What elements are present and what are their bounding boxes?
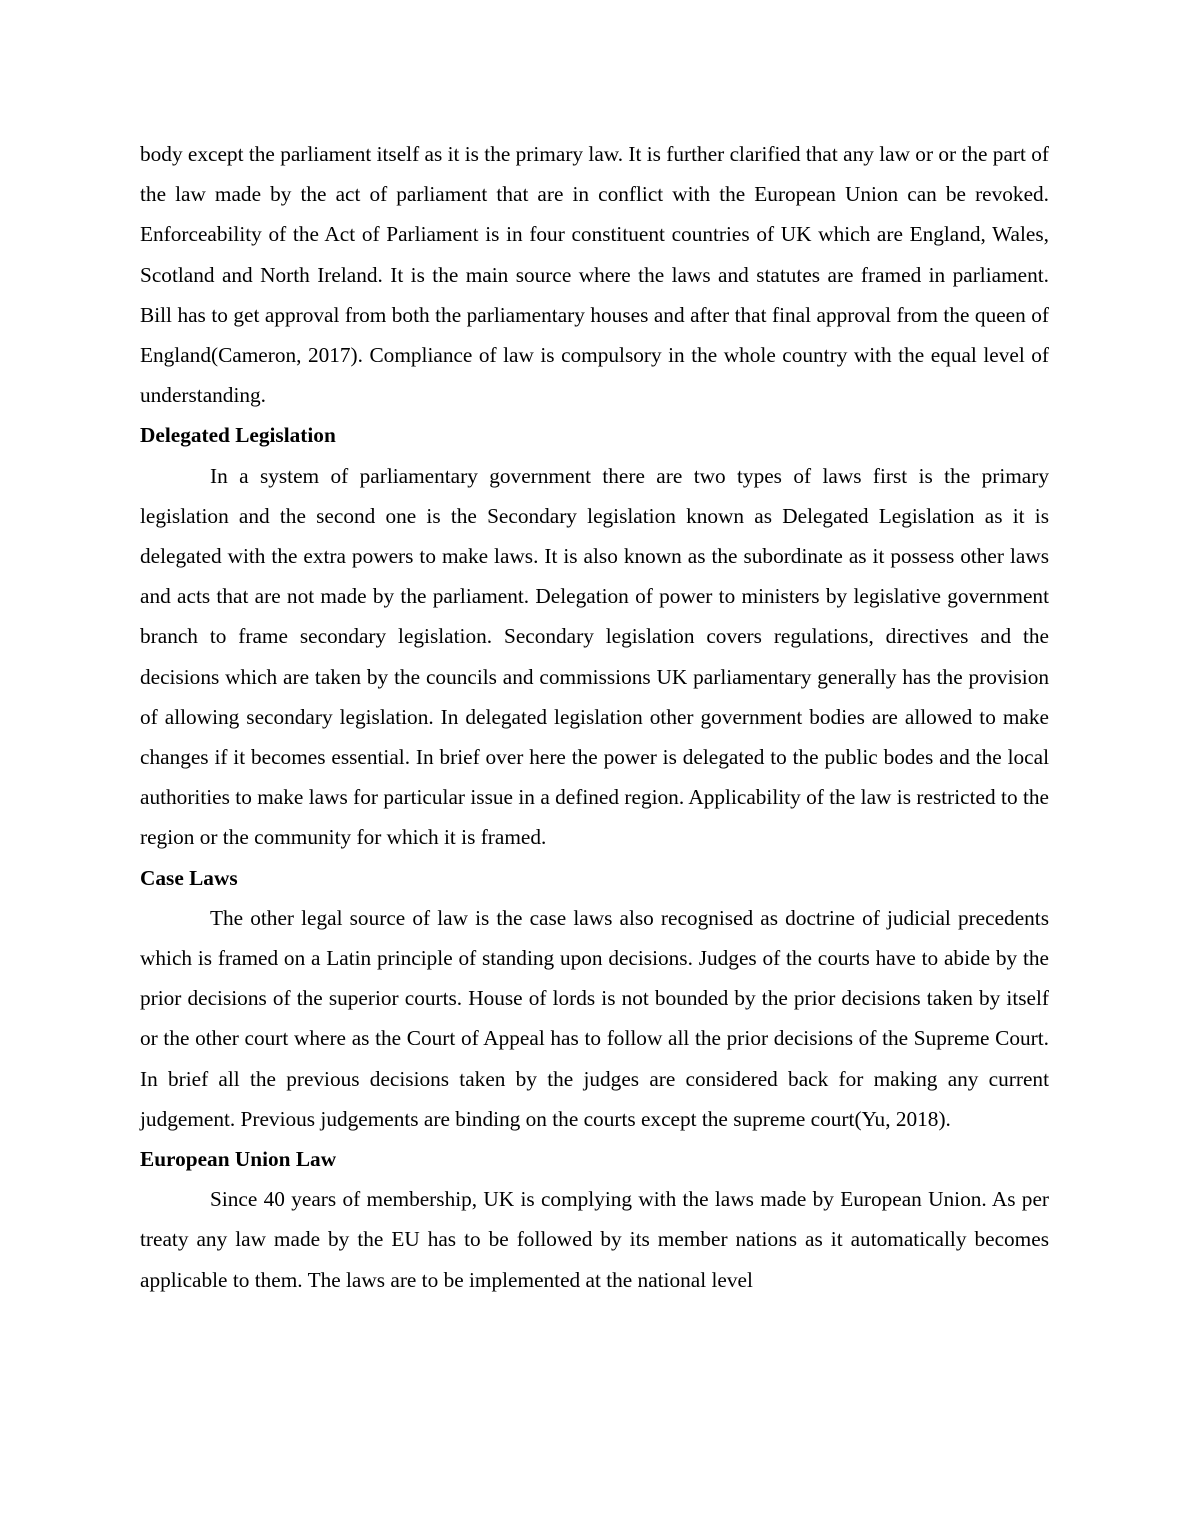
section-body-delegated-legislation: In a system of parliamentary government there are two types of laws first is the primary legislation and the second one is the Secondary legislation known as Delegated Legislation as it is delegated with the extra powers to make laws. It is also known as the subordinate as it possess other laws and acts that are not made by the parliament. Delegation of power to ministers by legislative government branch to frame secondary legislation. Secondary legislation covers regulations, directives and the decisions which are taken by the councils and commissions UK parliamentary generally has the provision of allowing secondary legislation. In delegated legislation other government bodies are allowed to make changes if it becomes essential. In brief over here the power is delegated to the public bodes and the local authorities to make laws for particular issue in a defined region. Applicability of the law is restricted to the region or the community for which it is framed. bbox=[140, 463, 1049, 850]
section-body-european-union-law: Since 40 years of membership, UK is complying with the laws made by European Union. As per treaty any law made by the EU has to be followed by its member nations as it automatically becomes applicable to them. The laws are to be implemented at the national level bbox=[140, 1187, 1049, 1292]
section-heading-delegated-legislation: Delegated Legislation bbox=[140, 423, 336, 448]
section-heading-case-laws: Case Laws bbox=[140, 865, 238, 890]
section-heading-european-union-law: European Union Law bbox=[140, 1147, 337, 1172]
document-page bbox=[140, 134, 1049, 1300]
section-body-case-laws: The other legal source of law is the case laws also recognised as doctrine of judicial precedents which is framed on a Latin principle of standing upon decisions. Judges of the courts have to abide by the prior decisions of the superior courts. House of lords is not bounded by the prior decisions taken by itself or the other court where as the Court of Appeal has to follow all the prior decisions of the Supreme Court. In brief all the previous decisions taken by the judges are considered back for making any current judgement. Previous judgements are binding on the courts except the supreme court(Yu, 2018). bbox=[140, 905, 1049, 1131]
intro-paragraph: body except the parliament itself as it is the primary law. It is further clarified that any law or or the part of the law made by the act of parliament that are in conflict with the European Union can be revoked. Enforceability of the Act of Parliament is in four constituent countries of UK which are England, Wales, Scotland and North Ireland. It is the main source where the laws and statutes are framed in parliament. Bill has to get approval from both the parliamentary houses and after that final approval from the queen of England(Cameron, 2017). Compliance of law is compulsory in the whole country with the equal level of understanding. bbox=[140, 142, 1049, 408]
